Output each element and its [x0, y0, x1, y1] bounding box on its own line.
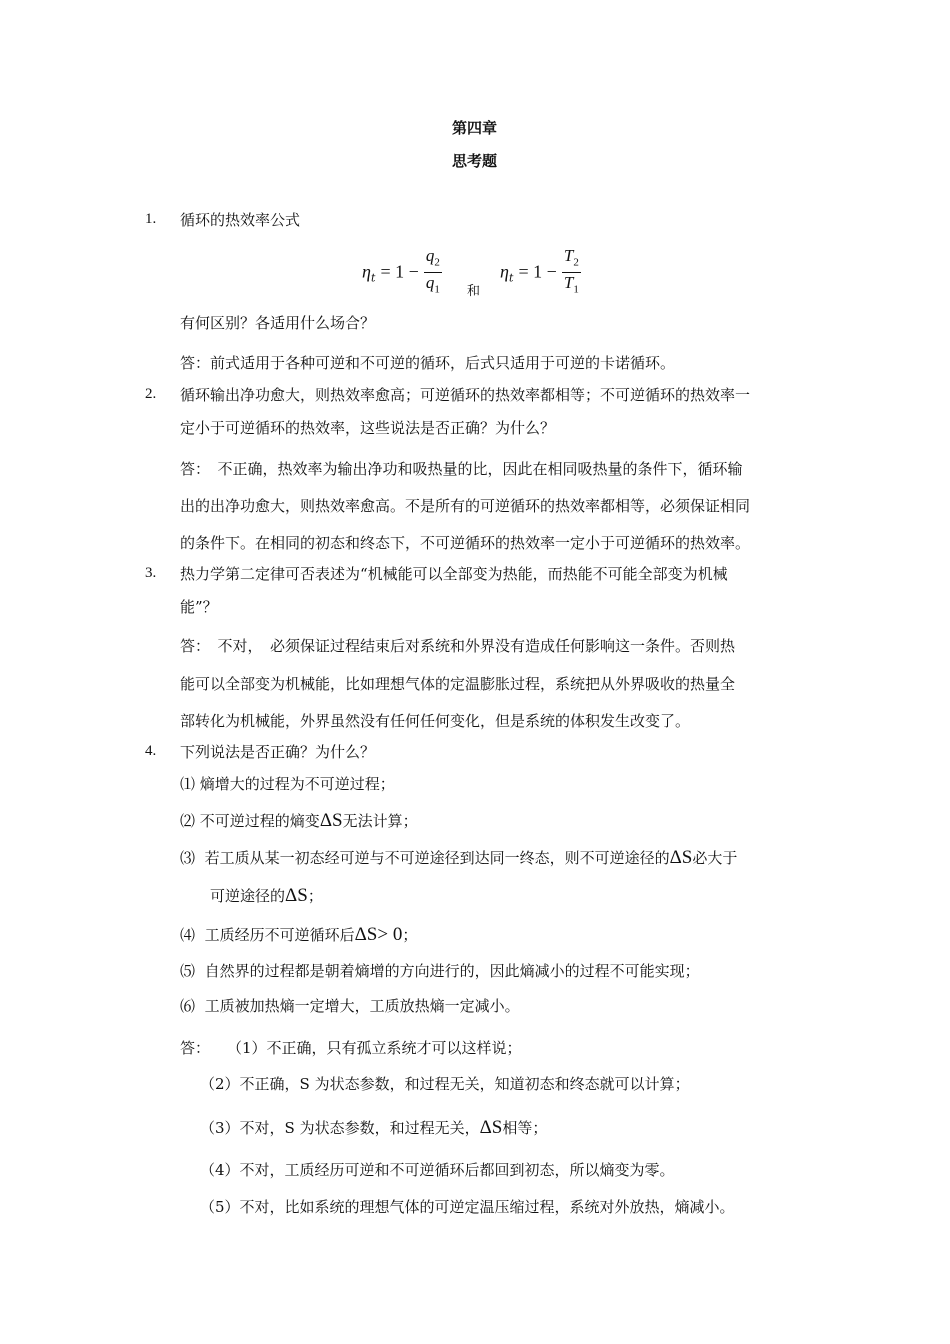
q4-item-4: ⑷ 工质经历不可逆循环后ΔS> 0； [180, 924, 418, 945]
q4-item-2: ⑵ 不可逆过程的熵变ΔS无法计算； [180, 810, 418, 831]
q3-answer-line2: 能可以全部变为机械能，比如理想气体的定温膨胀过程，系统把从外界吸收的热量全 [180, 675, 736, 693]
q4-item-3-cont: 可逆途径的ΔS； [210, 885, 323, 906]
q4-number: 4. [145, 743, 157, 759]
chapter-subtitle: 思考题 [452, 152, 498, 170]
delta-s-symbol: ΔS [479, 1117, 503, 1138]
q4-answer-5: （5）不对，比如系统的理想气体的可逆定温压缩过程，系统对外放热，熵减小。 [200, 1198, 735, 1216]
q3-number: 3. [145, 565, 157, 581]
delta-s-symbol: ΔS [669, 847, 693, 868]
chapter-title: 第四章 [452, 119, 498, 137]
delta-s-symbol: ΔS [285, 885, 308, 906]
q2-line2: 定小于可逆循环的热效率，这些说法是否正确？为什么？ [180, 419, 556, 437]
q2-line1: 循环输出净功愈大，则热效率愈高；可逆循环的热效率都相等；不可逆循环的热效率一 [180, 386, 751, 404]
q4-answer-1: （1）不正确，只有孤立系统才可以这样说； [227, 1039, 522, 1057]
q3-line1: 热力学第二定律可否表述为“机械能可以全部变为热能，而热能不可能全部变为机械 [180, 565, 728, 583]
q1-formula-a: $\eta_t = 1$ − $\frac{q_2}{q_1}$ [362, 246, 440, 296]
q4-answer-2: （2）不正确，S 为状态参数，和过程无关，知道初态和终态就可以计算； [200, 1075, 690, 1093]
q1-formula-b: $\eta_t = 1$ − $\frac{T_2}{T_1}$ [500, 246, 579, 296]
q4-item-1: ⑴ 熵增大的过程为不可逆过程； [180, 775, 395, 793]
q4-text: 下列说法是否正确？为什么？ [180, 743, 376, 761]
q4-item-3: ⑶ 若工质从某一初态经可逆与不可逆途径到达同一终态，则不可逆途径的ΔS必大于 [180, 847, 738, 868]
q3-line2: 能”？ [180, 598, 218, 616]
q1-connector: 和 [467, 284, 481, 299]
q2-answer-line2: 出的出净功愈大，则热效率愈高。不是所有的可逆循环的热效率都相等，必须保证相同 [180, 497, 751, 515]
delta-s-symbol: ΔS [354, 924, 378, 945]
q4-answer-4: （4）不对，工质经历可逆和不可逆循环后都回到初态，所以熵变为零。 [200, 1161, 675, 1179]
delta-s-symbol: ΔS [319, 810, 343, 831]
q4-answer-label: 答： [180, 1039, 211, 1057]
q1-text: 循环的热效率公式 [180, 211, 301, 229]
q1-answer: 答：前式适用于各种可逆和不可逆的循环，后式只适用于可逆的卡诺循环。 [180, 354, 676, 372]
q3-answer-line3: 部转化为机械能，外界虽然没有任何任何变化，但是系统的体积发生改变了。 [180, 712, 691, 730]
q2-number: 2. [145, 386, 157, 402]
q1-number: 1. [145, 211, 157, 227]
q4-item-6: ⑹ 工质被加热熵一定增大，工质放热熵一定减小。 [180, 997, 520, 1015]
q3-answer-line1: 答： 不对， 必须保证过程结束后对系统和外界没有造成任何影响这一条件。否则热 [180, 637, 736, 655]
q2-answer-line1: 答： 不正确，热效率为输出净功和吸热量的比，因此在相同吸热量的条件下，循环输 [180, 460, 743, 478]
gt-zero: > 0 [377, 924, 403, 945]
q4-item-5: ⑸ 自然界的过程都是朝着熵增的方向进行的，因此熵减小的过程不可能实现； [180, 962, 700, 980]
q2-answer-line3: 的条件下。在相同的初态和终态下，不可逆循环的热效率一定小于可逆循环的热效率。 [180, 534, 751, 552]
q1-question: 有何区别？各适用什么场合？ [180, 314, 376, 332]
q4-answer-3: （3）不对，S 为状态参数，和过程无关，ΔS相等； [200, 1117, 548, 1138]
